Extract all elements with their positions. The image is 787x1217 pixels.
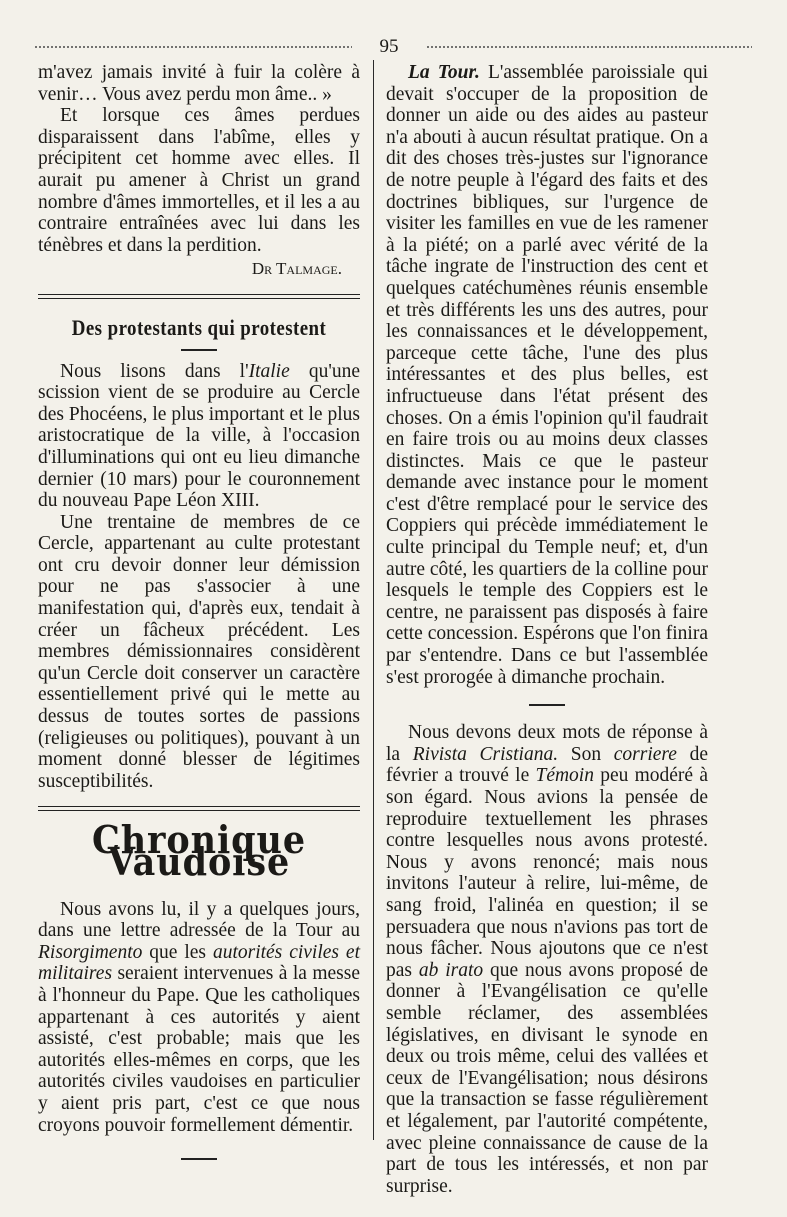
text-run: Nous avons lu, il y a quelques jours, dans une lettre adressée de la Tour au: [38, 898, 360, 942]
signature-talmage: Dr Talmage.: [251, 259, 342, 279]
text-run: que nous avons proposé de donner à l'Evangélisation ce qu'elle semble réclamer, des assemblées législatives, en divisant le synode en deux ou trois même, celui des vallées et ceux de l'Evangélisation; nous désirons que la transaction se fasse régulièrement et légalement, par l'autorité compétente, avec pleine connaissance de cause de la part de tous les intéressés, et non par surprise.: [386, 959, 708, 1197]
italic-run: corriere: [613, 743, 677, 765]
la-tour-paragraph: [386, 62, 708, 688]
double-rule: [38, 806, 360, 811]
text-run: L'assemblée paroissiale qui devait s'occuper de la proposition de donner un aide ou des aides au pasteur n'a abouti à aucun résultat pratique. On a dit des choses très-justes sur l'ignorance de notre peuple à l'égard des faits et des doctrines bibliques, sur l'urgence de visiter les familles en vue de les ramener à la piété; on a parlé avec vérité de la tâche ingrate de l'instruction des cent et quelques catéchumènes réunis ensemble et très différents les uns des autres, pour les connaissances et le développement, parceque cette tâche, l'une des plus intéressantes et des plus belles, est infructueuse dans l'état présent des choses. On a émis l'opinion qu'il faudrait en faire trois ou au moins deux classes distinctes. Mais ce que le pasteur demande avec instance pour le moment c'est d'être remplacé pour le service des Coppiers qui précède immédiatement le culte principal du Temple neuf; et, d'un autre côté, les quartiers de la colline pour lesquels le temple des Coppiers est le centre, ne paraissent pas disposés à faire cette concession. Espérons que l'on finira par s'entendre. Dans ce but l'assemblée s'est prorogée à dimanche prochain.: [386, 62, 708, 688]
text-run: peu modéré à son égard. Nous avions la pensée de reproduire textuellement les phrases contre lesquelles nous avons protesté. Nous y avons renoncé; mais nous invitons l'auteur à relire, lui-même, de sang froid, l'alinéa en question; il se persuadera que nous n'avions pas tort de nous fâcher. Nous ajoutons que ce n'est pas: [386, 765, 708, 981]
italic-run: Italie: [248, 360, 290, 382]
italic-run: Témoin: [535, 765, 594, 787]
continued-paragraph: m'avez jamais invité à fuir la colère à venir… Vous avez perdu mon âme.. »: [38, 62, 360, 105]
text-run: que les: [142, 941, 213, 963]
chronicle-paragraph: [38, 899, 360, 1137]
title-dash: [181, 349, 217, 351]
right-column: [386, 62, 708, 1197]
double-rule: [38, 294, 360, 299]
italic-run: Rivista Cristiana.: [412, 743, 559, 765]
italic-run: Risorgimento: [38, 941, 143, 963]
article-title: Des protestants qui protestent: [71, 314, 327, 340]
article-paragraph-2: Une trentaine de membres de ce Cercle, appartenant au culte protestant ont cru devoir donner leur démission pour ne pas s'associer à une manifestation qui, d'après eux, tendait à créer un fâcheux précédent. Les membres démissionnaires considèrent qu'un Cercle doit conserver un caractère essentiellement privé qui le mette au dessus de toutes sortes de passions (religieuses ou politiques), pouvant à un moment donné blesser de légitimes susceptibilités.: [38, 511, 360, 792]
left-column: [38, 62, 360, 1170]
page-number: 95: [379, 36, 399, 57]
section-title: Chronique Vaudoise: [91, 817, 307, 884]
separator-dash: [529, 704, 565, 706]
text-run: Nous devons deux mots de réponse à la: [386, 722, 708, 765]
header-ornament-left: [34, 45, 352, 49]
italic-run: ab irato: [418, 959, 484, 981]
end-dash: [181, 1158, 217, 1160]
place-name: La Tour.: [408, 62, 480, 83]
article-paragraph-1: [38, 361, 360, 512]
italic-run: autorités civiles et militaires: [38, 941, 360, 985]
page-header: [34, 36, 752, 58]
paragraph-lost-souls: Et lorsque ces âmes perdues disparaissent dans l'abîme, elles y précipitent cet homme avec elles. Il aurait pu amener à Christ un grand nombre d'âmes immortelles, et il les a au contraire entraînées avec lui dans les ténèbres et dans la perdition.: [38, 105, 360, 256]
column-divider: [373, 60, 374, 1140]
text-run: Son: [558, 743, 614, 765]
text-run: Nous lisons dans l': [60, 360, 249, 382]
header-ornament-right: [426, 45, 752, 49]
text-run: de février a trouvé le: [386, 743, 708, 787]
text-run: seraient intervenues à la messe à l'honneur du Pape. Que les catholiques appartenant à ces autorités y aient assisté, c'est probable; mais que les autorités elles-mêmes en corps, que les autorités civiles vaudoises en particulier y aient pris part, c'est ce que nous croyons pouvoir formellement démentir.: [38, 963, 360, 1136]
text-run: qu'une scission vient de se produire au Cercle des Phocéens, le plus important et le plus aristocratique de la ville, à l'occasion d'illuminations qui ont eu lieu dimanche dernier (10 mars) pour le couronnement du nouveau Pape Léon XIII.: [38, 360, 360, 512]
rivista-paragraph: [386, 722, 708, 1197]
